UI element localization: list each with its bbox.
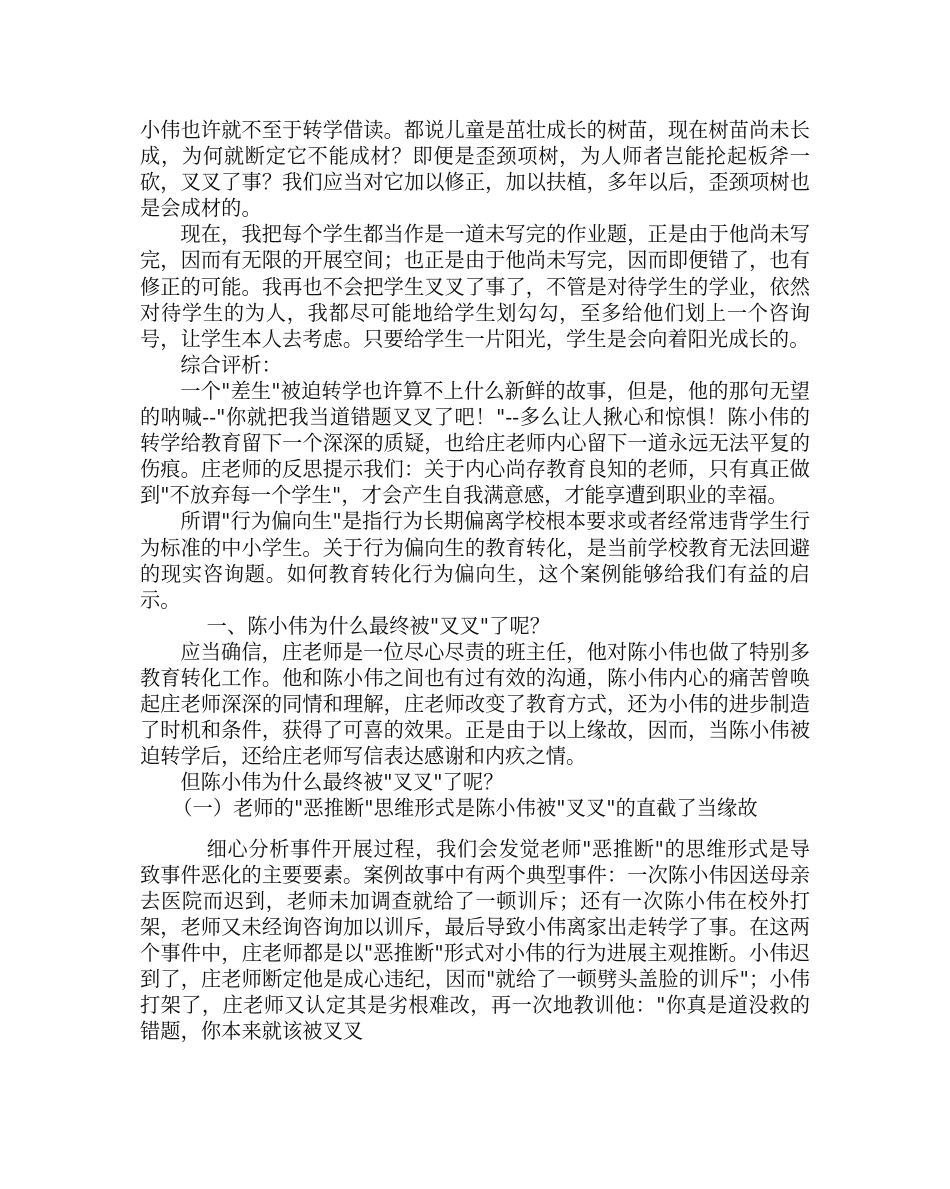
paragraph-4: 一个"差生"被迫转学也许算不上什么新鲜的故事，但是，他的那句无望的呐喊--"你就把我当道错题叉叉了吧！"--多么让人揪心和惊惧！陈小伟的转学给教育留下一个深深的质疑，也给庄老师内心留下一道永远无法平复的伤痕。庄老师的反思提示我们：关于内心尚存教育良知的老师，只有真正做到"不放弃每一个学生"，才会产生自我满意感，才能享遭到职业的幸福。 (140, 378, 810, 508)
paragraph-8: 但陈小伟为什么最终被"叉叉"了呢？ (180, 770, 504, 795)
paragraph-10: 细心分析事件开展过程，我们会发觉老师"恶推断"的思维形式是导致事件恶化的主要要素。案例故事中有两个典型事件：一次陈小伟因送母亲去医院而迟到，老师未加调查就给了一顿训斥；还有一次陈小伟在校外打架，老师又未经询咨询加以训斥，最后导致小伟离家出走转学了事。在这两个事件中，庄老师都是以"恶推断"形式对小伟的行为进展主观推断。小伟迟到了，庄老师断定他是成心违纪，因而"就给了一顿劈头盖脸的训斥"；小伟打架了，庄老师又认定其是劣根难改，再一次地教训他："你真是道没救的错题，你本来就该被叉叉 (140, 836, 810, 1044)
paragraph-1: 小伟也许就不至于转学借读。都说儿童是茁壮成长的树苗，现在树苗尚未长成，为何就断定它不能成材？即便是歪颈项树，为人师者岂能抡起板斧一砍，叉叉了事？我们应当对它加以修正，加以扶植，多年以后，歪颈项树也是会成材的。 (140, 118, 810, 221)
paragraph-5: 所谓"行为偏向生"是指行为长期偏离学校根本要求或者经常违背学生行为标准的中小学生。关于行为偏向生的教育转化，是当前学校教育无法回避的现实咨询题。如何教育转化行为偏向生，这个案例能够给我们有益的启示。 (140, 509, 810, 612)
section-heading-review: 综合评析： (180, 352, 282, 377)
section-heading-1: 一、陈小伟为什么最终被"叉叉"了呢？ (206, 613, 551, 638)
paragraph-7: 应当确信，庄老师是一位尽心尽责的班主任，他对陈小伟也做了特别多教育转化工作。他和陈小伟之间也有过有效的沟通，陈小伟内心的痛苦曾唤起庄老师深深的同情和理解，庄老师改变了教育方式，还为小伟的进步制造了时机和条件，获得了可喜的效果。正是由于以上缘故，因而，当陈小伟被迫转学后，还给庄老师写信表达感谢和内疚之情。 (140, 639, 810, 769)
subsection-heading-1: （一）老师的"恶推断"思维形式是陈小伟被"叉叉"的直截了当缘故 (172, 796, 758, 821)
paragraph-2: 现在，我把每个学生都当作是一道未写完的作业题，正是由于他尚未写完，因而有无限的开展空间；也正是由于他尚未写完，因而即便错了，也有修正的可能。我再也不会把学生叉叉了事了，不管是对待学生的学业，依然对待学生的为人，我都尽可能地给学生划勾勾，至多给他们划上一个咨询号，让学生本人去考虑。只要给学生一片阳光，学生是会向着阳光成长的。 (140, 222, 810, 351)
document-page (140, 117, 810, 1044)
